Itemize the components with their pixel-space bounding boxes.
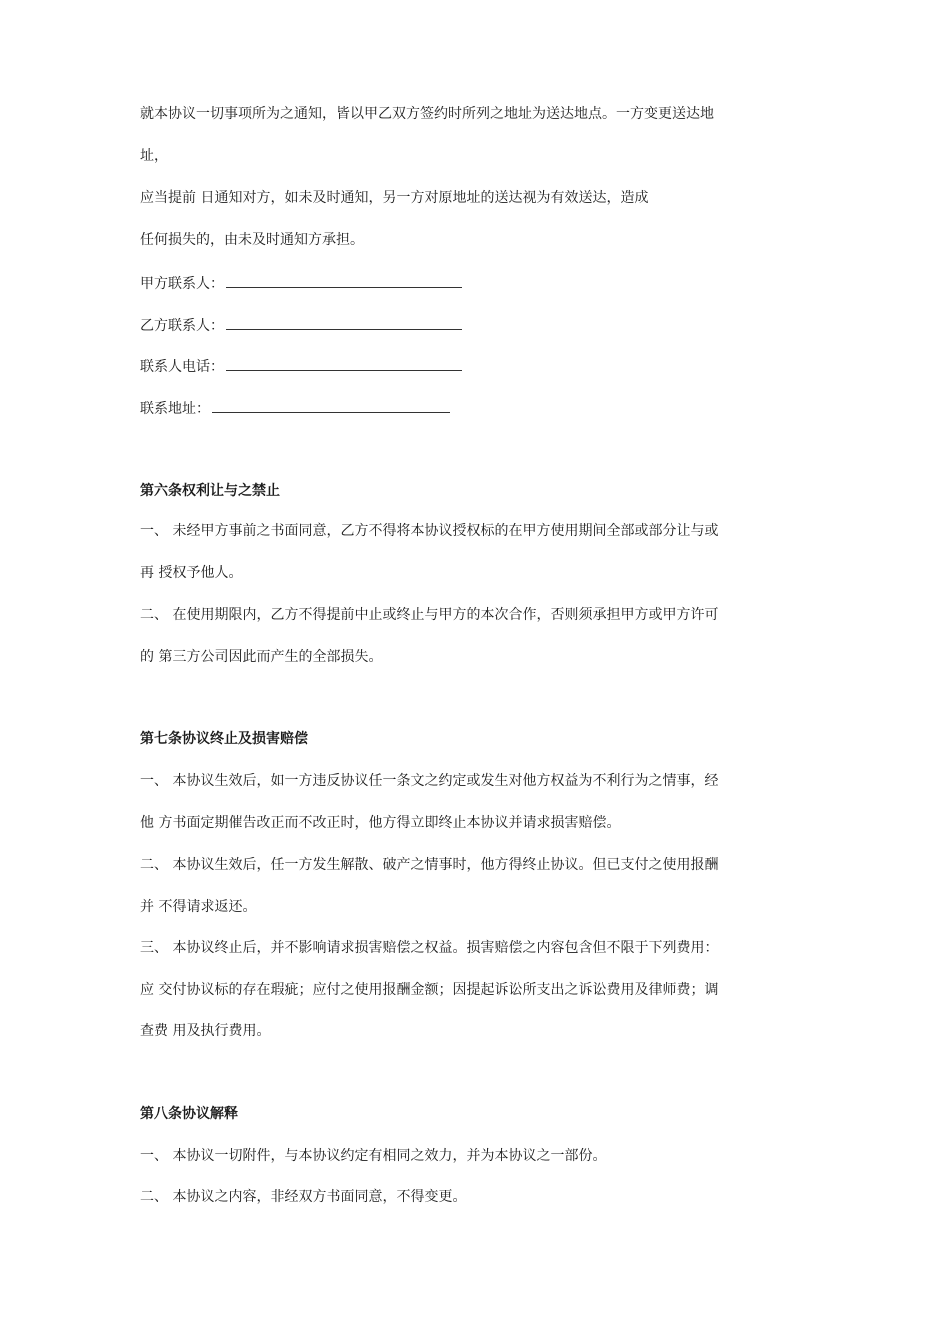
article-7-item-3-line-2: 应 交付协议标的存在瑕疵；应付之使用报酬金额；因提起诉讼所支出之诉讼费用及律师费；调 [140, 982, 719, 998]
article-8-item-2: 二、 本协议之内容，非经双方书面同意，不得变更。 [140, 1189, 467, 1205]
article-8-heading: 第八条协议解释 [140, 1106, 238, 1122]
contact-address-field [140, 398, 450, 419]
party-b-contact-field [140, 315, 462, 336]
contact-phone-blank [226, 356, 462, 371]
article-6-item-1-line-2: 再 授权予他人。 [140, 565, 243, 581]
contact-address-label: 联系地址： [140, 401, 210, 417]
article-7-item-2-line-2: 并 不得请求返还。 [140, 899, 257, 915]
article-7-item-3-line-1: 三、 本协议终止后，并不影响请求损害赔偿之权益。损害赔偿之内容包含但不限于下列费用： [140, 940, 719, 956]
article-8-item-1: 一、 本协议一切附件，与本协议约定有相同之效力，并为本协议之一部份。 [140, 1148, 607, 1164]
contact-address-blank [212, 398, 450, 413]
party-b-contact-blank [226, 315, 462, 330]
article-6-item-1-line-1: 一、 未经甲方事前之书面同意，乙方不得将本协议授权标的在甲方使用期间全部或部分让与或 [140, 523, 719, 539]
article-6-heading: 第六条权利让与之禁止 [140, 483, 280, 499]
notice-line-1: 就本协议一切事项所为之通知，皆以甲乙双方签约时所列之地址为送达地点。一方变更送达地 [140, 106, 714, 122]
article-7-heading: 第七条协议终止及损害赔偿 [140, 731, 308, 747]
notice-line-3: 应当提前 日通知对方，如未及时通知，另一方对原地址的送达视为有效送达，造成 [140, 190, 649, 206]
contact-phone-label: 联系人电话： [140, 359, 224, 375]
article-6-item-2-line-2: 的 第三方公司因此而产生的全部损失。 [140, 649, 383, 665]
party-a-contact-field [140, 273, 462, 294]
party-b-contact-label: 乙方联系人： [140, 318, 224, 334]
contact-phone-field [140, 356, 462, 377]
party-a-contact-label: 甲方联系人： [140, 276, 224, 292]
notice-line-2: 址， [140, 148, 168, 164]
article-7-item-1-line-1: 一、 本协议生效后，如一方违反协议任一条文之约定或发生对他方权益为不利行为之情事，经 [140, 773, 719, 789]
notice-line-4: 任何损失的，由未及时通知方承担。 [140, 232, 364, 248]
article-6-item-2-line-1: 二、 在使用期限内，乙方不得提前中止或终止与甲方的本次合作，否则须承担甲方或甲方许可 [140, 607, 719, 623]
party-a-contact-blank [226, 273, 462, 288]
article-7-item-2-line-1: 二、 本协议生效后，任一方发生解散、破产之情事时，他方得终止协议。但已支付之使用报酬 [140, 857, 719, 873]
article-7-item-3-line-3: 查费 用及执行费用。 [140, 1023, 271, 1039]
article-7-item-1-line-2: 他 方书面定期催告改正而不改正时，他方得立即终止本协议并请求损害赔偿。 [140, 815, 621, 831]
